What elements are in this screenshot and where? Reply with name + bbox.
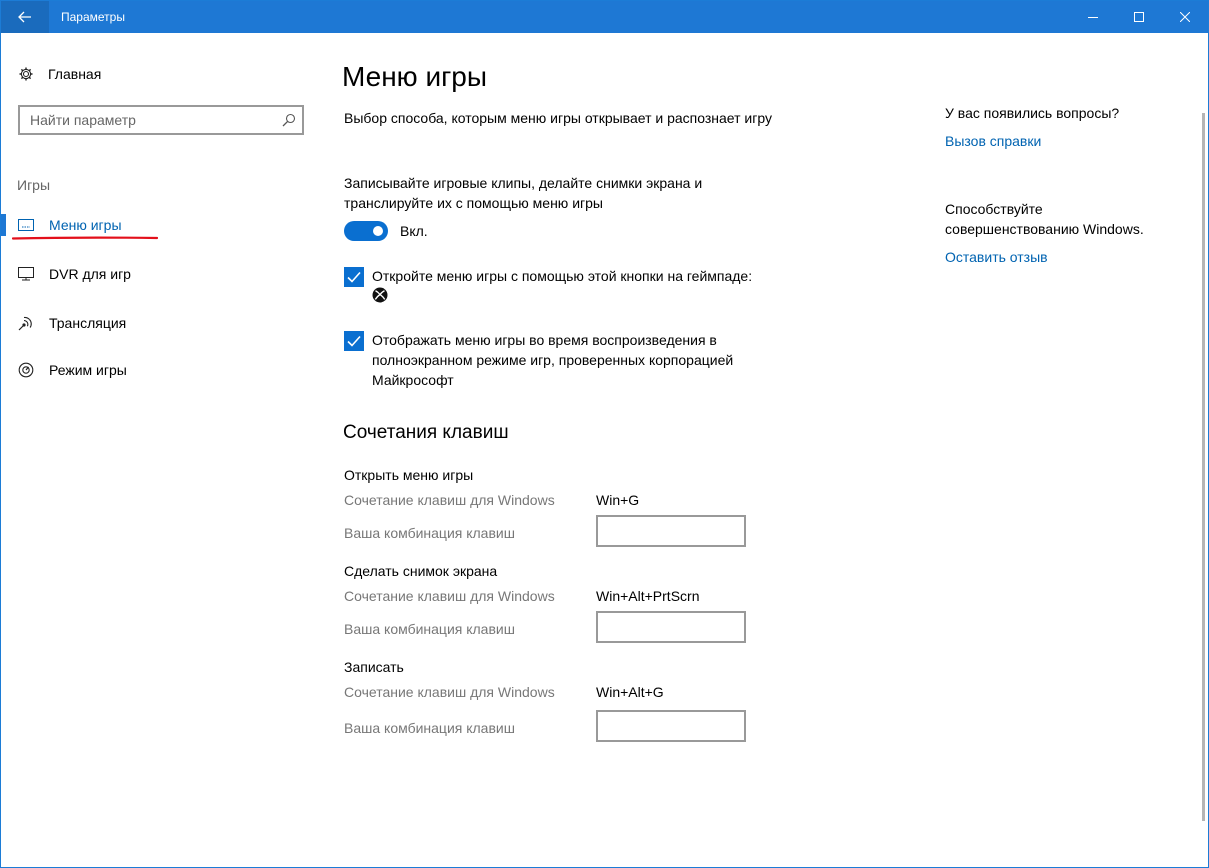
home-link[interactable]: [18, 66, 101, 82]
shortcut-title: Открыть меню игры: [344, 467, 474, 483]
windows-shortcut-value: Win+Alt+PrtScrn: [596, 588, 700, 604]
sidebar-item-broadcast[interactable]: [1, 303, 301, 343]
feedback-link[interactable]: Оставить отзыв: [945, 249, 1048, 265]
custom-shortcut-label: Ваша комбинация клавиш: [344, 525, 515, 541]
minimize-button[interactable]: [1070, 1, 1116, 33]
sidebar-item-game-mode[interactable]: [1, 350, 301, 390]
search-input[interactable]: [20, 107, 280, 133]
gamepad-checkbox-row: [344, 266, 804, 303]
window-title: Параметры: [61, 10, 125, 24]
windows-shortcut-value: Win+G: [596, 492, 640, 508]
fullscreen-checkbox[interactable]: [344, 331, 364, 351]
sidebar-item-label: DVR для игр: [49, 266, 131, 282]
group-label: Игры: [17, 177, 51, 193]
home-label: Главная: [48, 66, 102, 82]
back-button[interactable]: [1, 1, 49, 33]
custom-shortcut-label: Ваша комбинация клавиш: [344, 621, 515, 637]
xbox-icon: [372, 287, 388, 303]
custom-shortcut-input[interactable]: [596, 710, 746, 742]
fullscreen-checkbox-row: [344, 330, 774, 390]
gear-icon: [18, 66, 34, 82]
gamepad-checkbox-label: Откройте меню игры с помощью этой кнопки на геймпаде:: [372, 268, 753, 284]
broadcast-icon: [17, 314, 35, 332]
search-icon: [282, 113, 296, 127]
game-mode-icon: [17, 361, 35, 379]
maximize-button[interactable]: [1116, 1, 1162, 33]
game-bar-toggle-row: [344, 221, 428, 241]
sidebar-item-dvr[interactable]: [1, 254, 301, 294]
shortcut-title: Записать: [344, 659, 404, 675]
back-arrow-icon: [18, 11, 32, 23]
custom-shortcut-input[interactable]: [596, 515, 746, 547]
dvr-icon: [17, 265, 35, 283]
close-button[interactable]: [1162, 1, 1208, 33]
minimize-icon: [1088, 12, 1098, 22]
question-text: У вас появились вопросы?: [945, 105, 1120, 121]
checkmark-icon: [347, 335, 361, 347]
toggle-knob: [373, 226, 383, 236]
windows-shortcut-label: Сочетание клавиш для Windows: [344, 684, 555, 700]
maximize-icon: [1134, 12, 1144, 22]
record-text: Записывайте игровые клипы, делайте снимки экрана и транслируйте их с помощью меню игры: [344, 175, 703, 211]
red-underline-annotation: [12, 236, 158, 240]
intro-text: Выбор способа, которым меню игры открывает и распознает игру: [344, 110, 772, 126]
shortcuts-section-title: Сочетания клавиш: [343, 422, 509, 443]
page-title: Меню игры: [342, 61, 488, 92]
help-link[interactable]: Вызов справки: [945, 133, 1042, 149]
sidebar: [1, 33, 321, 867]
windows-shortcut-value: Win+Alt+G: [596, 684, 664, 700]
close-icon: [1180, 12, 1190, 22]
scrollbar[interactable]: [1202, 113, 1205, 821]
sidebar-item-label: Режим игры: [49, 362, 127, 378]
gamepad-checkbox[interactable]: [344, 267, 364, 287]
sidebar-item-label: Трансляция: [49, 315, 127, 331]
custom-shortcut-input[interactable]: [596, 611, 746, 643]
toggle-state-label: Вкл.: [400, 223, 428, 239]
windows-shortcut-label: Сочетание клавиш для Windows: [344, 492, 555, 508]
sidebar-item-label: Меню игры: [49, 217, 122, 233]
checkmark-icon: [347, 271, 361, 283]
fullscreen-checkbox-label: Отображать меню игры во время воспроизведения в полноэкранном режиме игр, проверенных корпорацией Майкрософт: [372, 332, 734, 388]
shortcut-title: Сделать снимок экрана: [344, 563, 498, 579]
custom-shortcut-label: Ваша комбинация клавиш: [344, 720, 515, 736]
title-bar: [1, 1, 1208, 33]
game-bar-icon: [17, 216, 35, 234]
feedback-text: Способствуйте совершенствованию Windows.: [945, 201, 1144, 237]
game-bar-toggle[interactable]: [344, 221, 388, 241]
windows-shortcut-label: Сочетание клавиш для Windows: [344, 588, 555, 604]
search-box[interactable]: [18, 105, 304, 135]
